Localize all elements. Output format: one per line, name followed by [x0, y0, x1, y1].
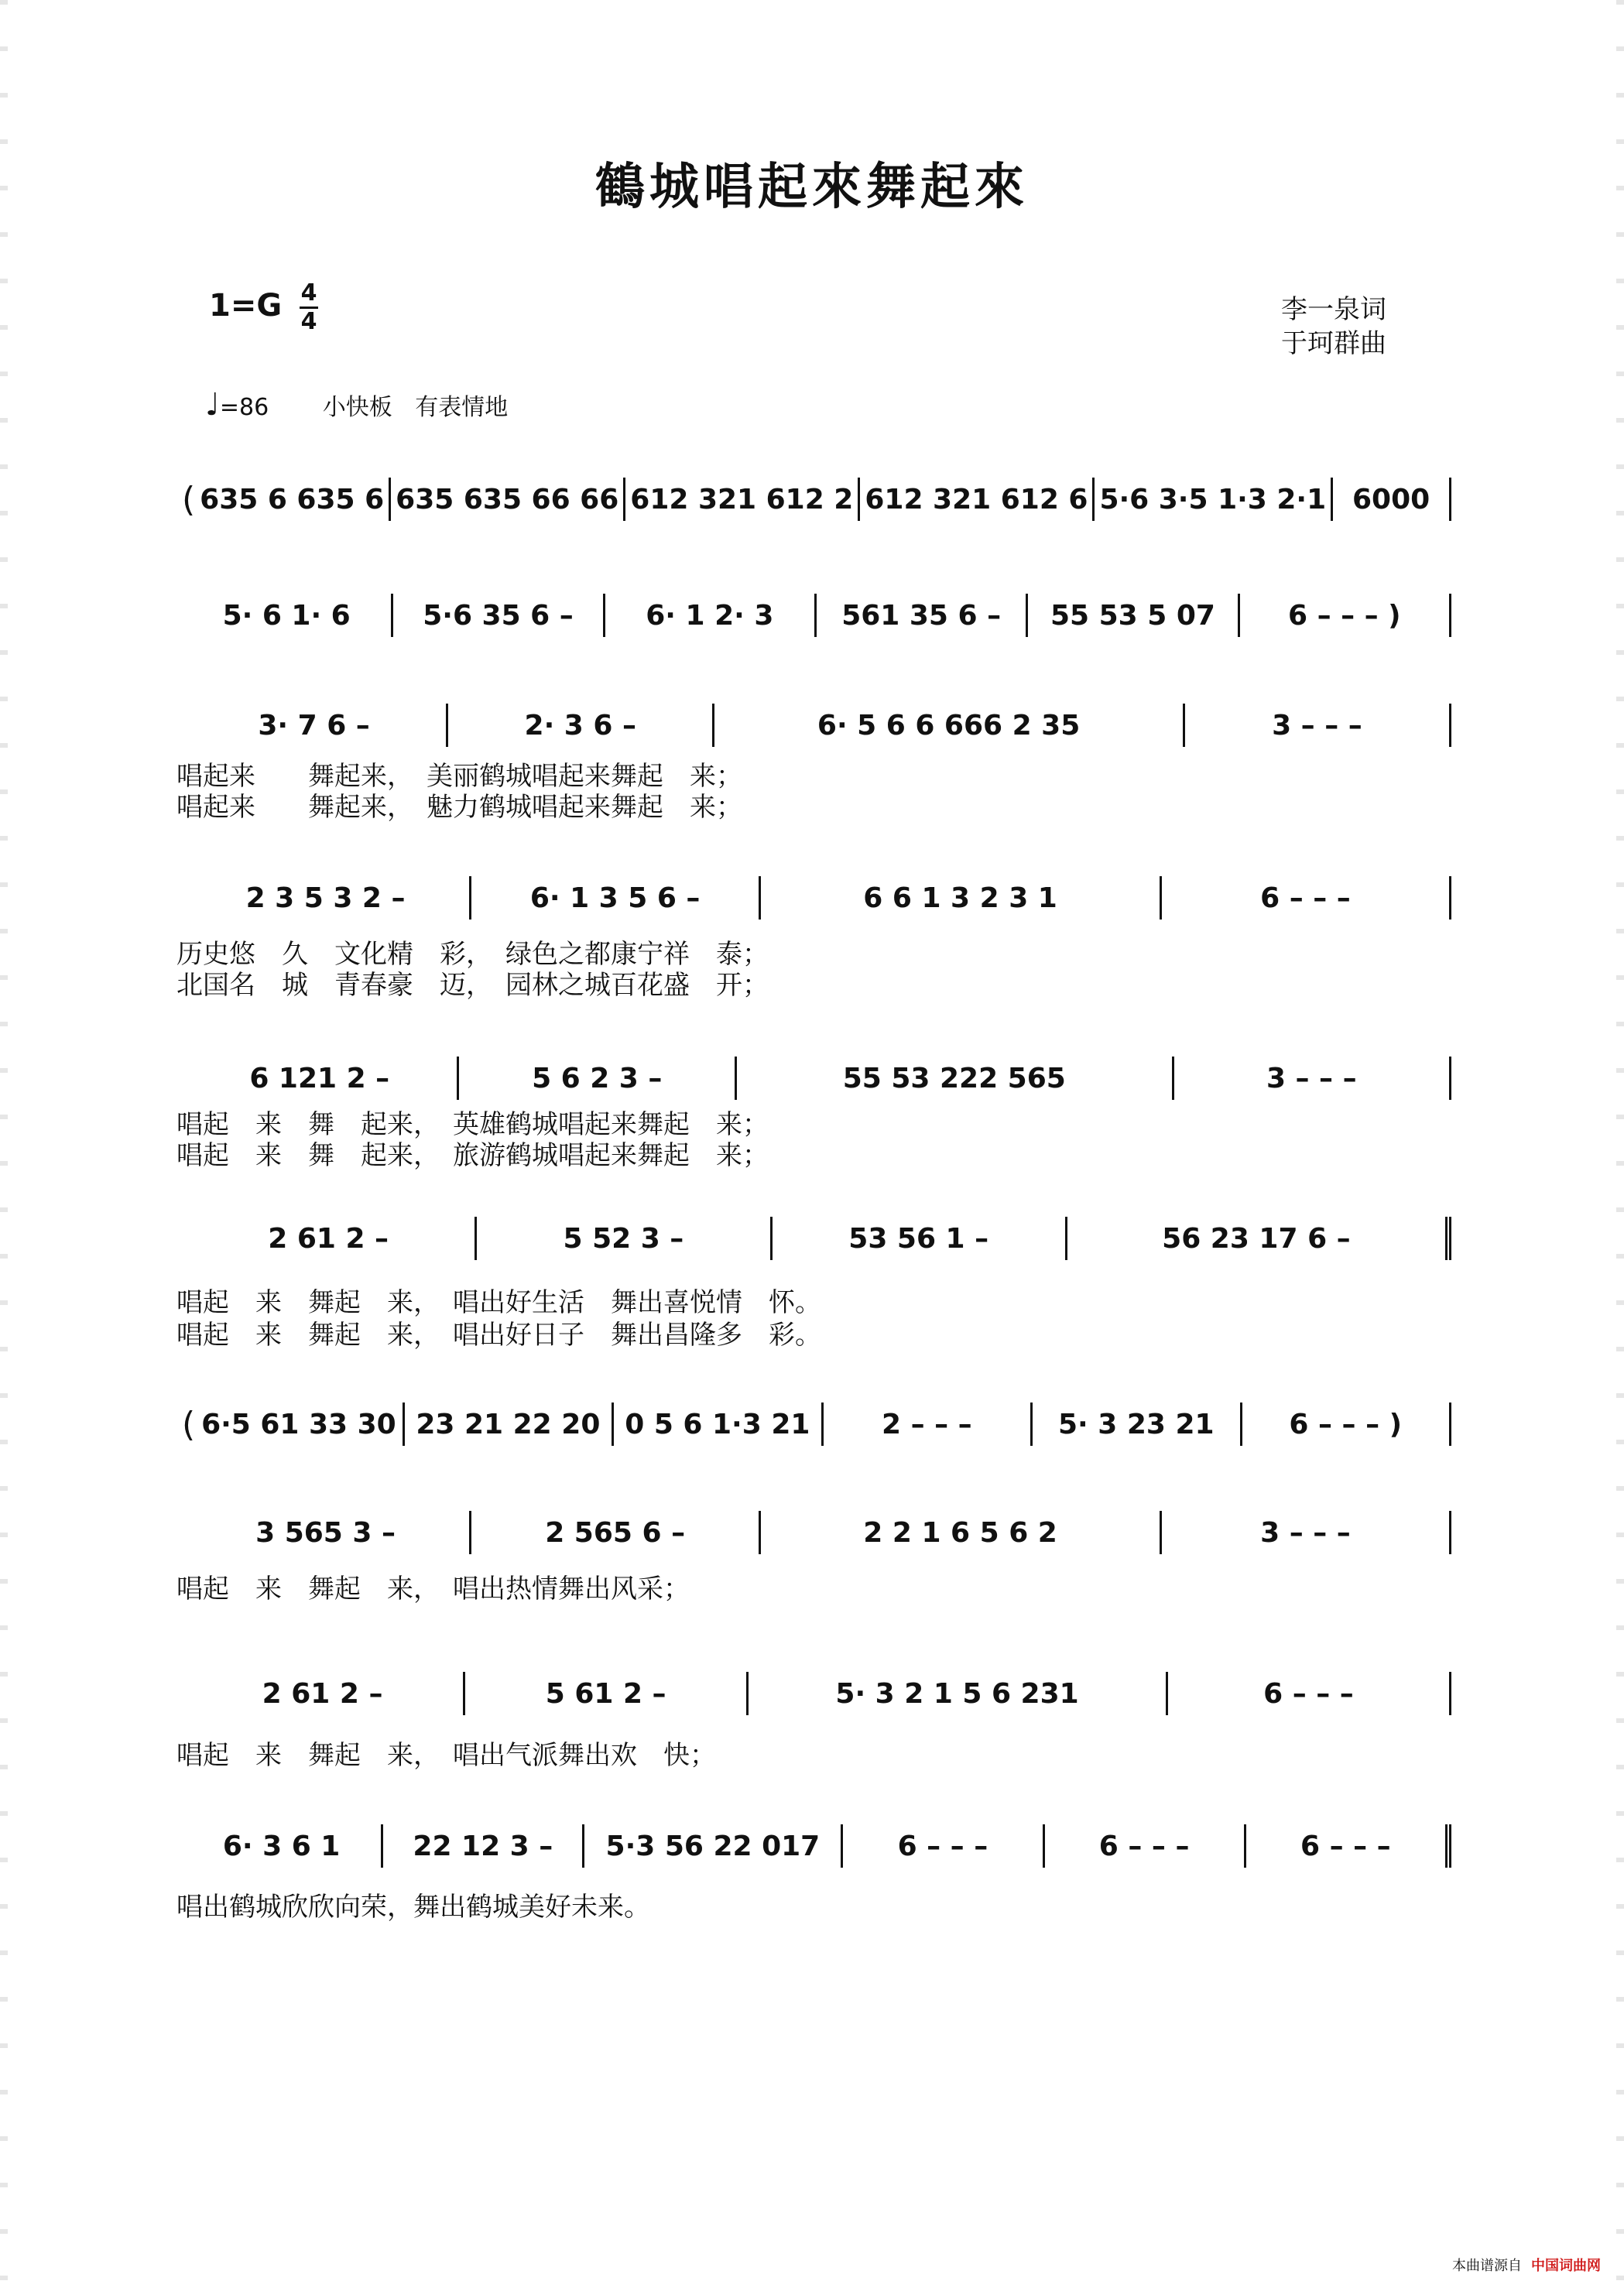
measure: [475, 1217, 769, 1260]
lyric-line: [176, 964, 1454, 1002]
notes: 3 – – –: [1272, 709, 1362, 741]
lyric-verse-1: 唱起 来 舞起 来， 唱出好生活 舞出喜悦情 怀。: [176, 1287, 821, 1318]
notes: 6· 3 6 1: [222, 1830, 341, 1862]
measure: [1331, 478, 1451, 521]
measure: [623, 478, 858, 521]
notation-line-5: [182, 1051, 1451, 1105]
measure: [1092, 478, 1331, 521]
measure: [195, 1403, 402, 1446]
measure: [182, 704, 446, 747]
notes: 635 6 635 6: [200, 483, 385, 515]
notes: 6 6 1 3 2 3 1: [863, 882, 1057, 914]
tempo-bpm: =86: [219, 394, 269, 421]
lyric-verse-1: 唱起来 舞起来， 美丽鹤城唱起来舞起 来；: [176, 761, 742, 792]
notes: 6 – – –: [1260, 882, 1351, 914]
measure: [182, 876, 469, 920]
composer: 于珂群曲: [1281, 328, 1386, 359]
song-title: 鶴城唱起來舞起來: [595, 158, 1029, 216]
quarter-note-icon: ♩: [205, 387, 220, 423]
measure: [858, 478, 1092, 521]
notation-line-4: [182, 871, 1451, 925]
measure: [182, 1511, 469, 1554]
measure: [182, 594, 391, 637]
left-watermark-strip: [0, 0, 8, 2281]
measure: [1166, 1672, 1451, 1715]
measure: [1172, 1057, 1451, 1100]
lyric-line: [176, 1313, 1454, 1351]
key-signature: 1=G: [209, 288, 283, 324]
notes: 6· 5 6 6 666 2 35: [817, 709, 1081, 741]
repeat-paren: (: [182, 479, 196, 519]
notes: 6 121 2 –: [249, 1062, 390, 1094]
measure: [1043, 1824, 1244, 1868]
measure: [814, 594, 1026, 637]
notes: 6 – – –: [1300, 1830, 1391, 1862]
notes: 0 5 6 1·3 21: [625, 1408, 810, 1440]
lyric-line: [176, 786, 1454, 824]
measure: [457, 1057, 734, 1100]
notes: 6· 1 3 5 6 –: [529, 882, 701, 914]
measure: [1030, 1403, 1239, 1446]
notes: 3 – – –: [1266, 1062, 1357, 1094]
credits: [1281, 293, 1386, 361]
notes: 6 – – – ): [1287, 599, 1401, 632]
measure: [182, 1672, 463, 1715]
notes: 6000: [1352, 483, 1430, 515]
notation-line-9: [182, 1666, 1451, 1721]
notes: 5· 3 2 1 5 6 231: [835, 1677, 1079, 1710]
measure: [712, 704, 1183, 747]
notes: 6 – – –: [1098, 1830, 1190, 1862]
measure: [841, 1824, 1042, 1868]
notation-line-7: [182, 1397, 1451, 1451]
right-watermark-strip: [1616, 0, 1624, 2281]
lyric-line: [176, 1734, 1454, 1772]
notes: 5·3 56 22 017: [605, 1830, 821, 1862]
lyric-verse-2: 唱起 来 舞起 来， 唱出好日子 舞出昌隆多 彩。: [176, 1320, 821, 1351]
notes: 2 3 5 3 2 –: [245, 882, 406, 914]
lyric-line: [176, 1885, 1183, 1923]
notes: 56 23 17 6 –: [1162, 1222, 1351, 1255]
measure: [469, 1511, 759, 1554]
notes: 5·6 35 6 –: [423, 599, 574, 632]
measure: [195, 478, 389, 521]
measure: [182, 1057, 457, 1100]
expression-term: 有表情地: [415, 394, 509, 421]
repeat-paren: (: [182, 1404, 196, 1444]
notes: 5·6 3·5 1·3 2·1: [1099, 483, 1327, 515]
notes: 612 321 612 6: [865, 483, 1088, 515]
lyric-line: [176, 1134, 1454, 1172]
notes: 2 61 2 –: [262, 1677, 383, 1710]
notes: 5· 6 1· 6: [222, 599, 351, 632]
notes: 6 – – –: [897, 1830, 988, 1862]
measure: [389, 478, 623, 521]
notation-line-3: [182, 698, 1451, 752]
notes: 6 – – –: [1263, 1677, 1354, 1710]
lyric-line: [176, 1567, 1454, 1605]
notes: 561 35 6 –: [841, 599, 1002, 632]
notes: 6· 1 2· 3: [646, 599, 774, 632]
notes: 3 – – –: [1260, 1516, 1351, 1549]
lyric-verse: 唱起 来 舞起 来， 唱出热情舞出风采；: [176, 1574, 690, 1605]
measure: [381, 1824, 582, 1868]
notes: 2· 3 6 –: [524, 709, 636, 741]
measure: [603, 594, 814, 637]
notes: 6 – – – ): [1289, 1408, 1403, 1440]
measure: [463, 1672, 746, 1715]
time-signature-bottom: 4: [300, 308, 317, 335]
measure: [182, 1824, 381, 1868]
source-label: 本曲谱源自: [1452, 2258, 1522, 2274]
notation-line-2: [182, 588, 1451, 642]
measure: [735, 1057, 1172, 1100]
measure: [612, 1403, 821, 1446]
source-site-link[interactable]: 中国词曲网: [1531, 2258, 1601, 2274]
measure: [770, 1217, 1065, 1260]
notes: 2 565 6 –: [545, 1516, 686, 1549]
measure: [1065, 1217, 1451, 1260]
notes: 55 53 222 565: [842, 1062, 1066, 1094]
measure: [1026, 594, 1237, 637]
measure: [391, 594, 602, 637]
measure: [182, 1217, 475, 1260]
notes: 22 12 3 –: [413, 1830, 553, 1862]
lyric-verse-2: 唱起来 舞起来， 魅力鹤城唱起来舞起 来；: [176, 792, 742, 823]
lyric-verse: 唱起 来 舞起 来， 唱出气派舞出欢 快；: [176, 1740, 716, 1771]
lyric-verse-2: 唱起 来 舞 起来， 旅游鹤城唱起来舞起 来；: [176, 1140, 769, 1171]
measure: [1160, 876, 1451, 920]
lyricist: 李一泉词: [1281, 294, 1386, 325]
measure: [746, 1672, 1166, 1715]
source-footer: [1452, 2255, 1601, 2275]
notation-line-1: [182, 472, 1451, 526]
notes: 53 56 1 –: [848, 1222, 989, 1255]
notes: 2 61 2 –: [268, 1222, 389, 1255]
notes: 3 565 3 –: [255, 1516, 396, 1549]
notation-line-8: [182, 1505, 1451, 1560]
tempo-term: 小快板: [322, 394, 392, 421]
notation-line-10: [182, 1819, 1451, 1873]
notes: 635 635 66 66: [396, 483, 619, 515]
notes: 2 2 1 6 5 6 2: [863, 1516, 1057, 1549]
lyric-verse-1: 唱起 来 舞 起来， 英雄鹤城唱起来舞起 来；: [176, 1109, 769, 1140]
measure: [1240, 1403, 1451, 1446]
measure: [1160, 1511, 1451, 1554]
notation-line-6: [182, 1211, 1451, 1266]
measure: [759, 1511, 1160, 1554]
time-signature-top: 4: [300, 279, 317, 307]
measure: [1244, 1824, 1451, 1868]
notes: 6·5 61 33 30: [201, 1408, 396, 1440]
tempo-marking: [205, 387, 508, 423]
notes: 3· 7 6 –: [258, 709, 370, 741]
measure: [1183, 704, 1451, 747]
measure: [759, 876, 1160, 920]
lyric-verse-1: 历史悠 久 文化精 彩， 绿色之都康宁祥 泰；: [176, 939, 769, 970]
measure: [1238, 594, 1451, 637]
notes: 55 53 5 07: [1050, 599, 1215, 632]
measure: [403, 1403, 612, 1446]
measure: [582, 1824, 841, 1868]
notes: 2 – – –: [881, 1408, 972, 1440]
measure: [446, 704, 712, 747]
notes: 5 52 3 –: [563, 1222, 684, 1255]
lyric-verse: 唱出鹤城欣欣向荣，舞出鹤城美好未来。: [176, 1892, 650, 1923]
notes: 5· 3 23 21: [1057, 1408, 1215, 1440]
notes: 23 21 22 20: [416, 1408, 601, 1440]
measure: [469, 876, 759, 920]
lyric-verse-2: 北国名 城 青春豪 迈， 园林之城百花盛 开；: [176, 970, 769, 1001]
notes: 5 61 2 –: [545, 1677, 666, 1710]
notes: 612 321 612 2: [630, 483, 854, 515]
notes: 5 6 2 3 –: [532, 1062, 663, 1094]
measure: [821, 1403, 1030, 1446]
time-signature: [298, 280, 320, 335]
